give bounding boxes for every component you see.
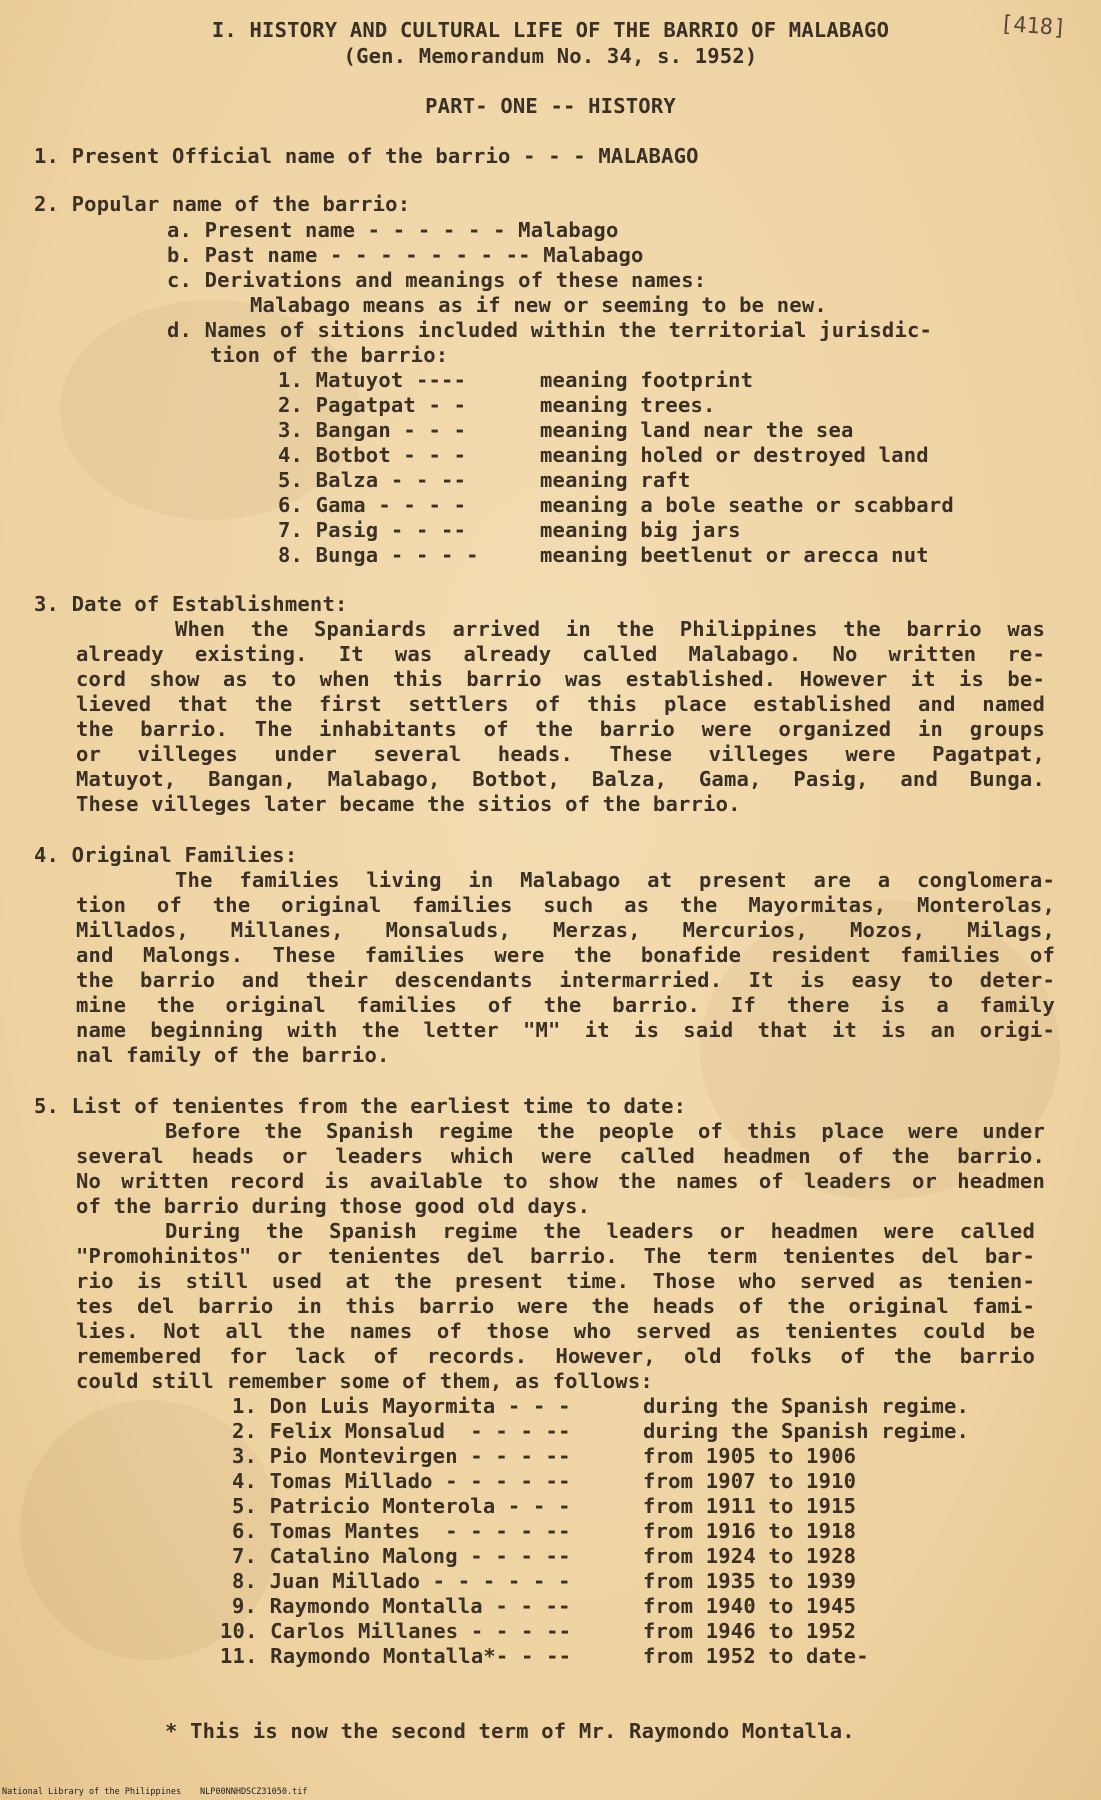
paragraph-line: already existing. It was already called Malabago. No written re- — [76, 642, 1045, 666]
past-name-line: b. Past name - - - - - - - -- Malabago — [167, 243, 644, 267]
teniente-name: 4. Tomas Millado - - - - -- — [232, 1469, 571, 1493]
sitio-meaning: meaning holed or destroyed land — [540, 443, 929, 467]
teniente-term: from 1952 to date- — [643, 1644, 869, 1668]
sitio-meaning: meaning raft — [540, 468, 691, 492]
section-2-heading: 2. Popular name of the barrio: — [34, 192, 411, 216]
sitio-name: 5. Balza - - -- — [278, 468, 467, 492]
sitio-meaning: meaning big jars — [540, 518, 741, 542]
teniente-term: from 1946 to 1952 — [643, 1619, 857, 1643]
teniente-term: from 1911 to 1915 — [643, 1494, 857, 1518]
sitio-name: 8. Bunga - - - - — [278, 543, 479, 567]
paragraph-line: and Malongs. These families were the bonafide resident families of — [76, 943, 1055, 967]
sitio-meaning: meaning beetlenut or arecca nut — [540, 543, 929, 567]
sitio-name: 4. Botbot - - - — [278, 443, 467, 467]
teniente-term: from 1905 to 1906 — [643, 1444, 857, 1468]
part-heading: PART- ONE -- HISTORY — [425, 94, 676, 118]
teniente-name: 9. Raymondo Montalla - - -- — [232, 1594, 571, 1618]
teniente-name: 7. Catalino Malong - - - -- — [232, 1544, 571, 1568]
derivation-meaning: Malabago means as if new or seeming to be new. — [250, 293, 827, 317]
sitio-name: 7. Pasig - - -- — [278, 518, 467, 542]
derivations-line: c. Derivations and meanings of these names: — [167, 268, 707, 292]
sitio-name: 1. Matuyot ---- — [278, 368, 467, 392]
teniente-term: from 1935 to 1939 — [643, 1569, 857, 1593]
section-3-heading: 3. Date of Establishment: — [34, 592, 348, 616]
page-reference-note: [418] — [999, 11, 1068, 42]
paragraph-line: tes del barrio in this barrio were the heads of the original fami- — [76, 1294, 1035, 1318]
paragraph-line: rio is still used at the present time. Those who served as tenien- — [76, 1269, 1035, 1293]
paragraph-line: No written record is available to show the names of leaders or headmen — [76, 1169, 1045, 1193]
paragraph-line: "Promohinitos" or tenientes del barrio. The term tenientes del bar- — [76, 1244, 1035, 1268]
teniente-term: from 1907 to 1910 — [643, 1469, 857, 1493]
sitios-intro-line-1: d. Names of sitions included within the territorial jurisdic- — [167, 318, 933, 342]
paragraph-line: or villeges under several heads. These villeges were Pagatpat, — [76, 742, 1045, 766]
paragraph-line: Millados, Millanes, Monsaluds, Merzas, Mercurios, Mozos, Milags, — [76, 918, 1055, 942]
paragraph-line: The families living in Malabago at present are a conglomera- — [175, 868, 1055, 892]
paragraph-line: the barrio. The inhabitants of the barrio were organized in groups — [76, 717, 1045, 741]
footnote: * This is now the second term of Mr. Raymondo Montalla. — [165, 1719, 855, 1743]
present-name-line: a. Present name - - - - - - Malabago — [167, 218, 619, 242]
paragraph-line: remembered for lack of records. However, old folks of the barrio — [76, 1344, 1035, 1368]
teniente-name: 8. Juan Millado - - - - - - — [232, 1569, 571, 1593]
paragraph-line: lieved that the first settlers of this place established and named — [76, 692, 1045, 716]
paragraph-line: Matuyot, Bangan, Malabago, Botbot, Balza, Gama, Pasig, and Bunga. — [76, 767, 1045, 791]
sitio-name: 3. Bangan - - - — [278, 418, 467, 442]
teniente-name: 11. Raymondo Montalla*- - -- — [220, 1644, 572, 1668]
teniente-name: 2. Felix Monsalud - - - -- — [232, 1419, 571, 1443]
section-5-heading: 5. List of tenientes from the earliest time to date: — [34, 1094, 687, 1118]
paragraph-line: several heads or leaders which were called headmen of the barrio. — [76, 1144, 1045, 1168]
paragraph-line: tion of the original families such as the Mayormitas, Monterolas, — [76, 893, 1055, 917]
paragraph-line: the barrio and their descendants intermarried. It is easy to deter- — [76, 968, 1055, 992]
paragraph-line: nal family of the barrio. — [76, 1043, 390, 1067]
section-4-heading: 4. Original Families: — [34, 843, 298, 867]
teniente-term: from 1916 to 1918 — [643, 1519, 857, 1543]
paragraph-line: could still remember some of them, as follows: — [76, 1369, 653, 1393]
paragraph-line: mine the original families of the barrio. If there is a family — [76, 993, 1055, 1017]
sitio-meaning: meaning land near the sea — [540, 418, 854, 442]
paragraph-line: When the Spaniards arrived in the Philippines the barrio was — [175, 617, 1045, 641]
paragraph-line: These villeges later became the sitios of the barrio. — [76, 792, 741, 816]
file-name-footer: NLP00NNHDSCZ31050.tif — [200, 1787, 308, 1797]
paragraph-line: cord show as to when this barrio was established. However it is be- — [76, 667, 1045, 691]
teniente-term: during the Spanish regime. — [643, 1419, 970, 1443]
memorandum-reference: (Gen. Memorandum No. 34, s. 1952) — [343, 44, 758, 68]
document-title: I. HISTORY AND CULTURAL LIFE OF THE BARRIO OF MALABAGO — [211, 18, 890, 42]
sitio-meaning: meaning footprint — [540, 368, 754, 392]
paragraph-line: of the barrio during those good old days. — [76, 1194, 591, 1218]
sitio-name: 6. Gama - - - - — [278, 493, 467, 517]
library-footer: National Library of the Philippines — [2, 1787, 182, 1797]
paragraph-line: name beginning with the letter "M" it is said that it is an origi- — [76, 1018, 1055, 1042]
sitio-meaning: meaning trees. — [540, 393, 716, 417]
teniente-term: from 1940 to 1945 — [643, 1594, 857, 1618]
teniente-term: during the Spanish regime. — [643, 1394, 970, 1418]
paragraph-line: Before the Spanish regime the people of this place were under — [165, 1119, 1045, 1143]
teniente-name: 3. Pio Montevirgen - - - -- — [232, 1444, 571, 1468]
teniente-name: 1. Don Luis Mayormita - - - — [232, 1394, 571, 1418]
teniente-term: from 1924 to 1928 — [643, 1544, 857, 1568]
teniente-name: 6. Tomas Mantes - - - - -- — [232, 1519, 571, 1543]
paragraph-line: lies. Not all the names of those who served as tenientes could be — [76, 1319, 1035, 1343]
sitio-name: 2. Pagatpat - - — [278, 393, 467, 417]
sitios-intro-line-2: tion of the barrio: — [210, 343, 449, 367]
paragraph-line: During the Spanish regime the leaders or headmen were called — [165, 1219, 1035, 1243]
teniente-name: 5. Patricio Monterola - - - — [232, 1494, 571, 1518]
section-1-official-name: 1. Present Official name of the barrio - - - MALABAGO — [34, 144, 699, 168]
teniente-name: 10. Carlos Millanes - - - -- — [220, 1619, 572, 1643]
sitio-meaning: meaning a bole seathe or scabbard — [540, 493, 954, 517]
